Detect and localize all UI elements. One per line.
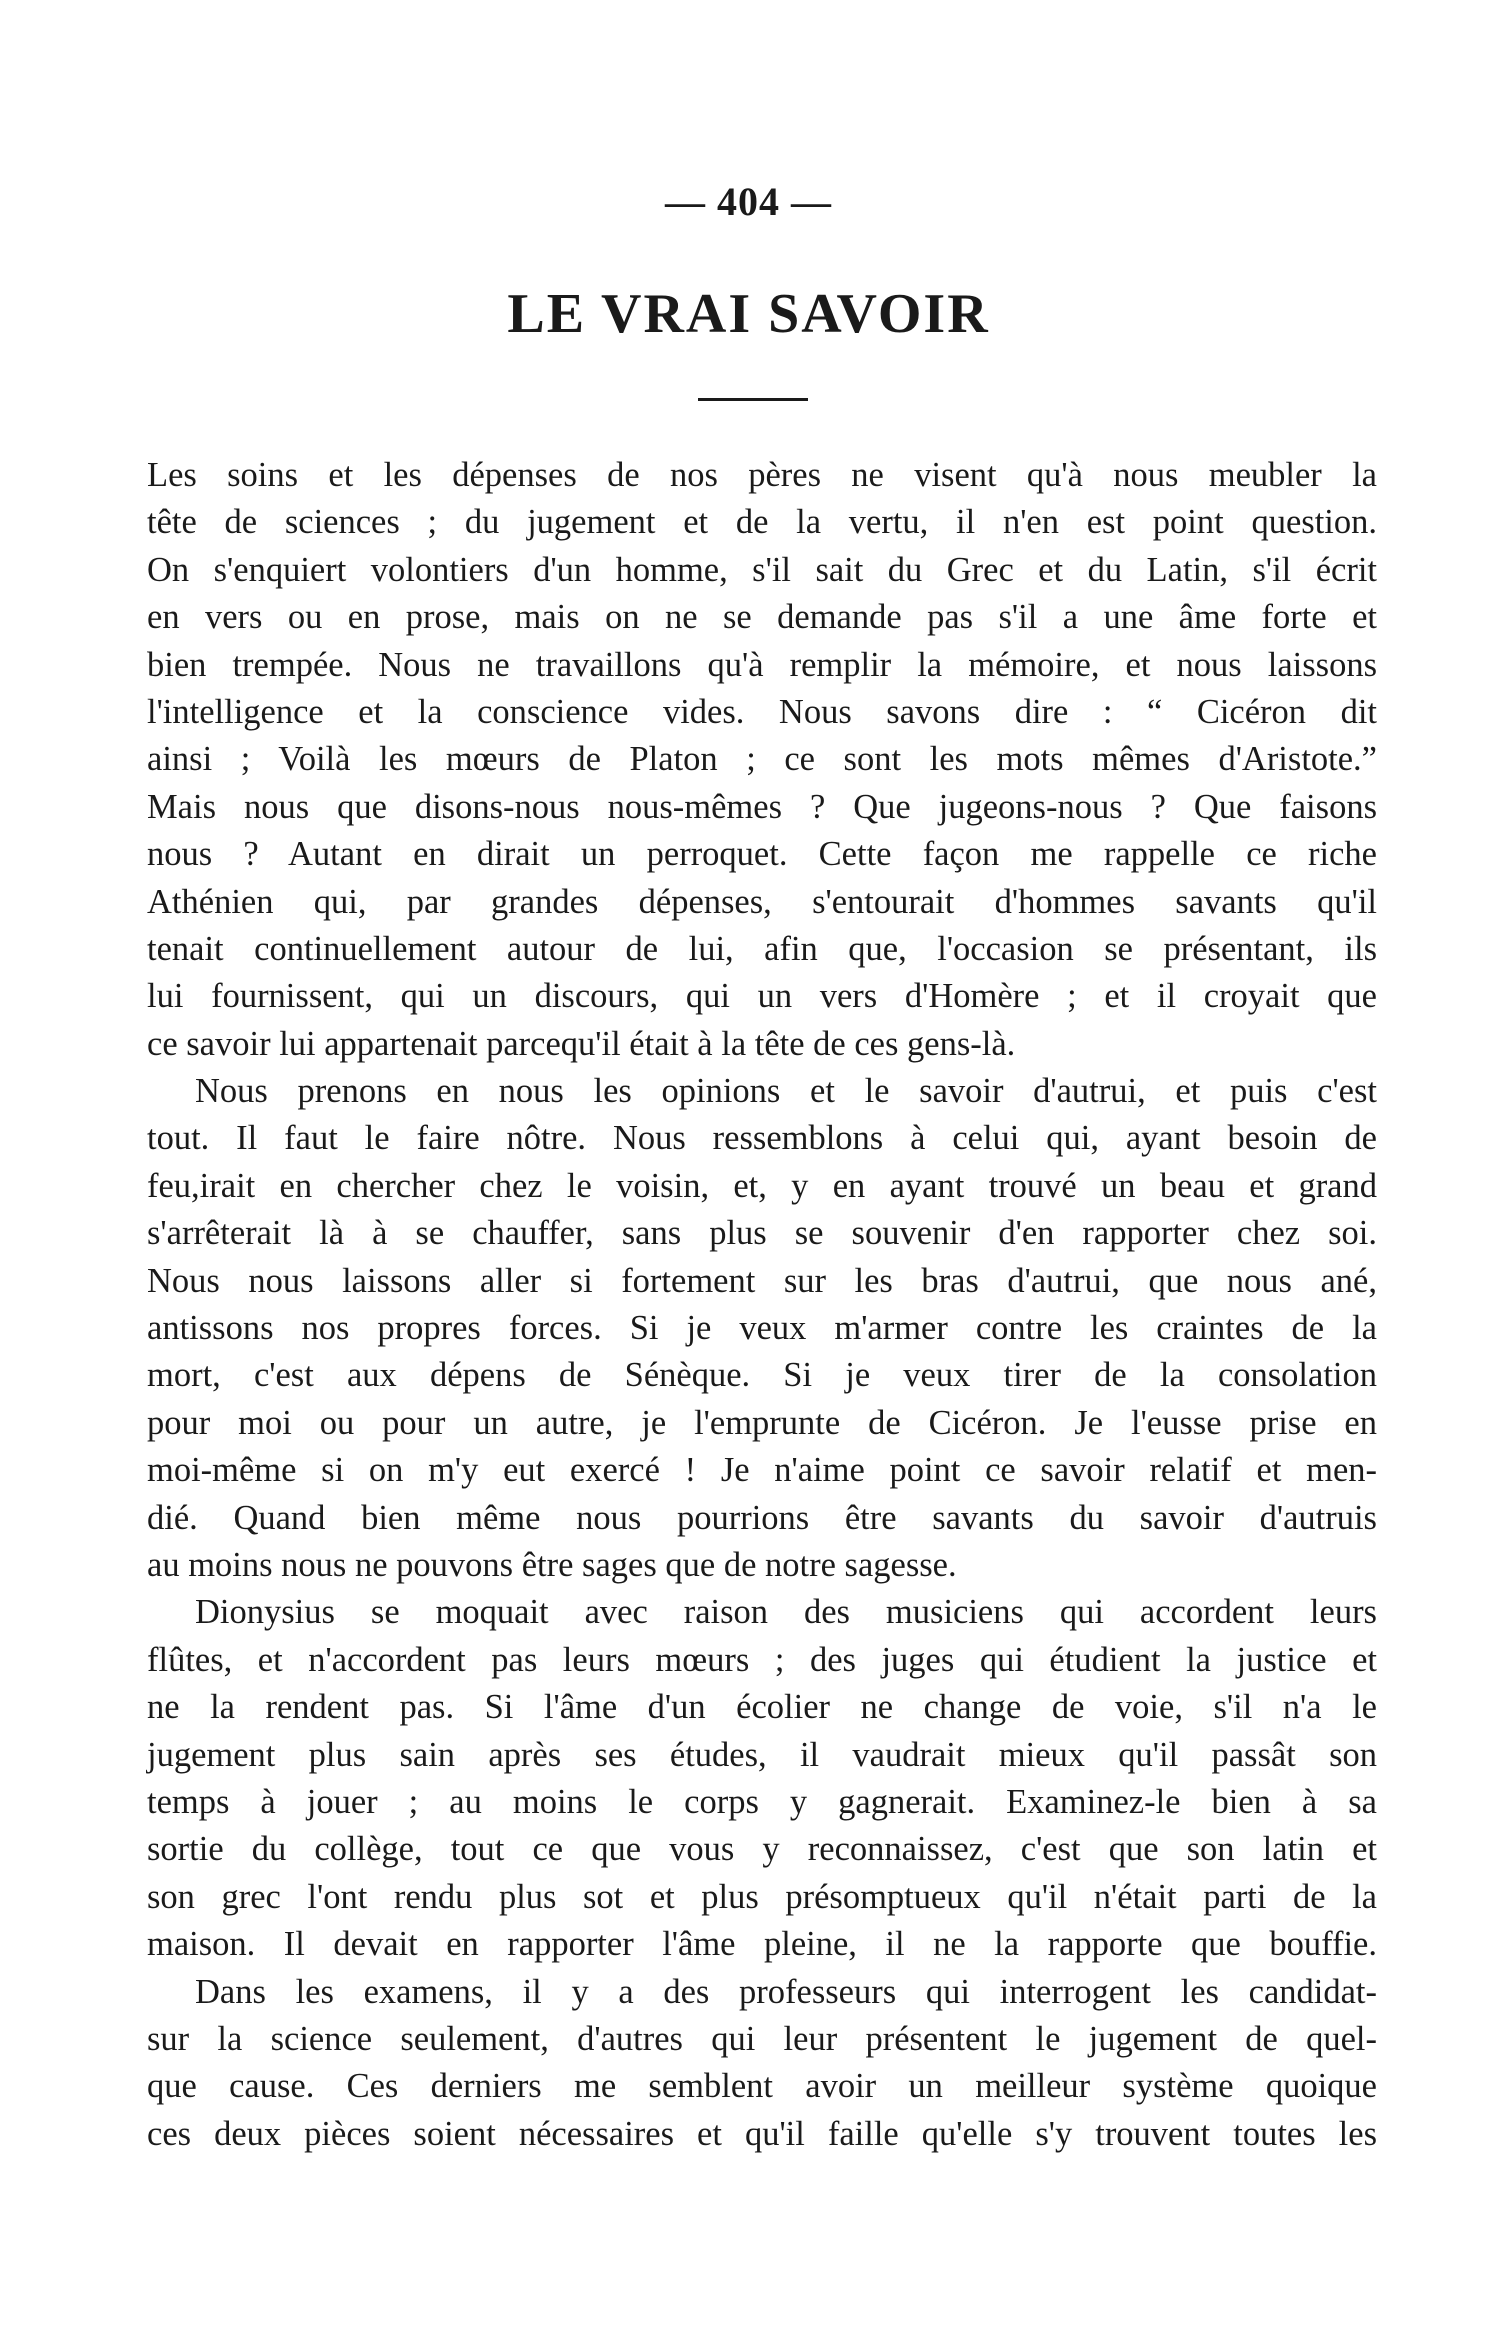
text-line: sortie du collège, tout ce que vous y reconnaissez, c'est que son latin et: [147, 1830, 1377, 1869]
text-line: pour moi ou pour un autre, je l'emprunte de Cicéron. Je l'eusse prise en: [147, 1403, 1377, 1442]
text-line: feu,irait en chercher chez le voisin, et, y en ayant trouvé un beau et grand: [147, 1166, 1377, 1205]
text-line: Dionysius se moquait avec raison des musiciens qui accordent leurs: [195, 1593, 1377, 1632]
text-line: sur la science seulement, d'autres qui leur présentent le jugement de quel-: [147, 2019, 1377, 2058]
text-line: antissons nos propres forces. Si je veux m'armer contre les craintes de la: [147, 1309, 1377, 1348]
text-line: au moins nous ne pouvons être sages que de notre sagesse.: [147, 1545, 957, 1584]
text-line: Nous prenons en nous les opinions et le savoir d'autrui, et puis c'est: [195, 1072, 1377, 1111]
text-line: dié. Quand bien même nous pourrions être savants du savoir d'autruis: [147, 1498, 1377, 1537]
text-line: On s'enquiert volontiers d'un homme, s'il sait du Grec et du Latin, s'il écrit: [147, 550, 1377, 589]
text-line: tout. Il faut le faire nôtre. Nous ressemblons à celui qui, ayant besoin de: [147, 1119, 1377, 1158]
text-line: maison. Il devait en rapporter l'âme pleine, il ne la rapporte que bouffie.: [147, 1925, 1377, 1964]
chapter-title: LE VRAI SAVOIR: [507, 283, 990, 345]
text-line: Mais nous que disons-nous nous-mêmes ? Que jugeons-nous ? Que faisons: [147, 787, 1377, 826]
text-line: son grec l'ont rendu plus sot et plus présomptueux qu'il n'était parti de la: [147, 1877, 1377, 1916]
text-line: que cause. Ces derniers me semblent avoir un meilleur système quoique: [147, 2067, 1377, 2106]
paragraph-2: [147, 1068, 1377, 1589]
text-line: temps à jouer ; au moins le corps y gagnerait. Examinez-le bien à sa: [147, 1782, 1377, 1821]
text-line: Nous nous laissons aller si fortement sur les bras d'autrui, que nous ané,: [147, 1261, 1377, 1300]
paragraph-1: [147, 452, 1377, 1068]
text-line: tenait continuellement autour de lui, afin que, l'occasion se présentant, ils: [147, 929, 1377, 968]
text-line: ce savoir lui appartenait parcequ'il était à la tête de ces gens-là.: [147, 1024, 1016, 1063]
body-text: [147, 452, 1377, 2158]
text-line: tête de sciences ; du jugement et de la vertu, il n'en est point question.: [147, 503, 1377, 542]
text-line: bien trempée. Nous ne travaillons qu'à remplir la mémoire, et nous laissons: [147, 645, 1377, 684]
text-line: jugement plus sain après ses études, il vaudrait mieux qu'il passât son: [147, 1735, 1377, 1774]
text-line: moi-même si on m'y eut exercé ! Je n'aime point ce savoir relatif et men-: [147, 1451, 1377, 1490]
text-line: ces deux pièces soient nécessaires et qu'il faille qu'elle s'y trouvent toutes les: [147, 2114, 1377, 2153]
text-line: lui fournissent, qui un discours, qui un vers d'Homère ; et il croyait que: [147, 977, 1377, 1016]
text-line: l'intelligence et la conscience vides. Nous savons dire : “ Cicéron dit: [147, 692, 1377, 731]
text-line: en vers ou en prose, mais on ne se demande pas s'il a une âme forte et: [147, 598, 1377, 637]
page-number: — 404 —: [665, 179, 832, 224]
paragraph-4: [147, 1969, 1377, 2159]
text-line: Les soins et les dépenses de nos pères ne visent qu'à nous meubler la: [147, 456, 1377, 494]
text-line: nous ? Autant en dirait un perroquet. Cette façon me rappelle ce riche: [147, 835, 1377, 874]
paragraph-3: [147, 1589, 1377, 1968]
text-line: mort, c'est aux dépens de Sénèque. Si je veux tirer de la consolation: [147, 1356, 1377, 1395]
text-line: ainsi ; Voilà les mœurs de Platon ; ce sont les mots mêmes d'Aristote.”: [147, 740, 1377, 779]
text-line: Dans les examens, il y a des professeurs qui interrogent les candidat-: [195, 1972, 1377, 2011]
title-divider: [698, 398, 808, 401]
text-line: flûtes, et n'accordent pas leurs mœurs ; des juges qui étudient la justice et: [147, 1640, 1377, 1679]
text-line: ne la rendent pas. Si l'âme d'un écolier ne change de voie, s'il n'a le: [147, 1688, 1377, 1727]
text-line: s'arrêterait là à se chauffer, sans plus se souvenir d'en rapporter chez soi.: [147, 1214, 1377, 1253]
text-line: Athénien qui, par grandes dépenses, s'entourait d'hommes savants qu'il: [147, 882, 1377, 921]
